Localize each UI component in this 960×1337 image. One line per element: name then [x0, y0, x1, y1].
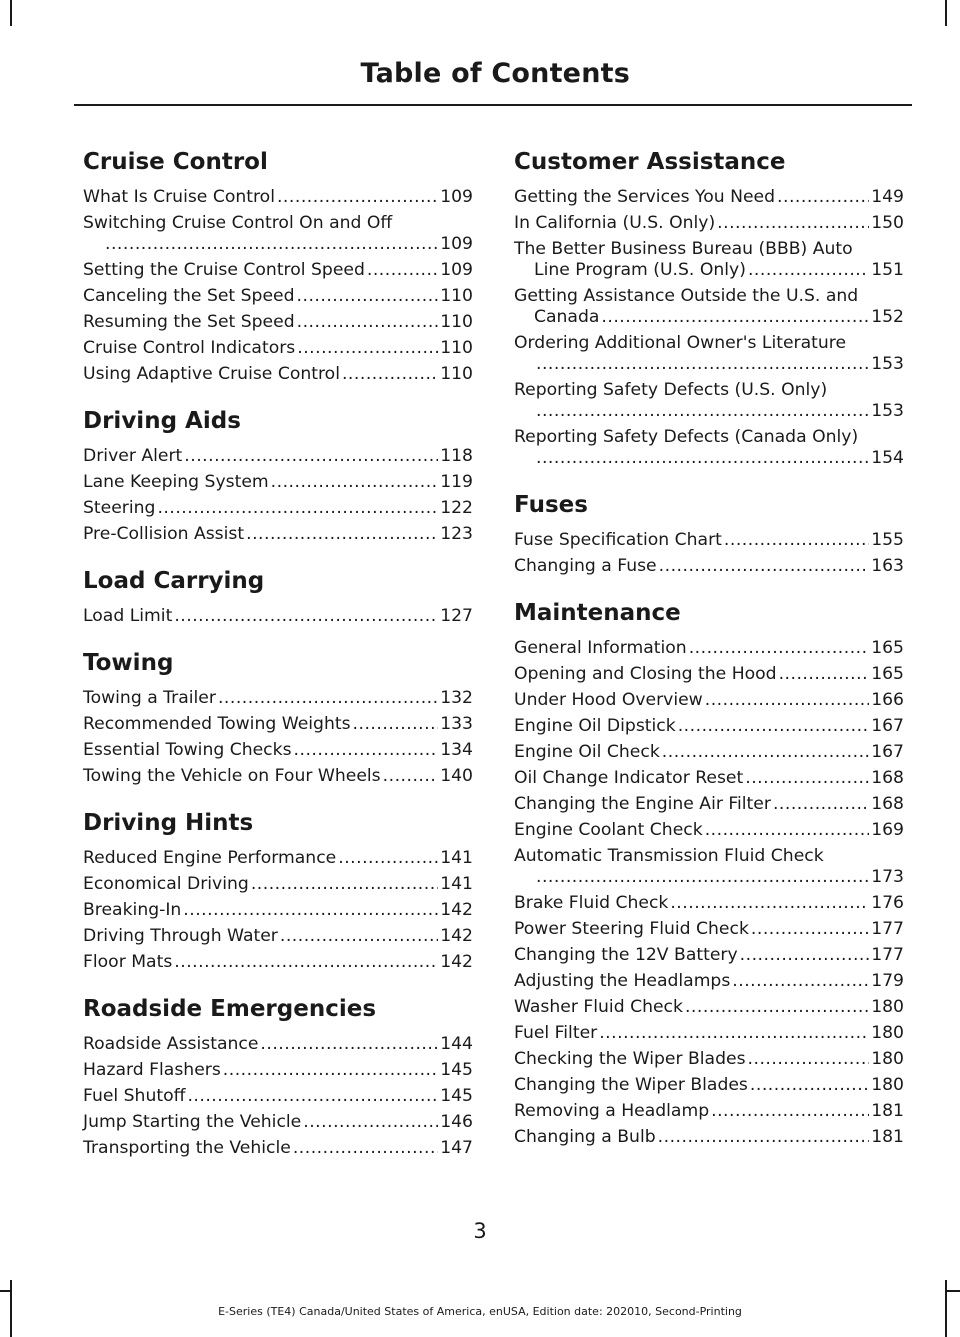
- crop-mark: [947, 1290, 960, 1292]
- toc-page-number: 151: [871, 260, 904, 280]
- dot-leader: [670, 890, 869, 916]
- toc-entry-label: Reporting Safety Defects (Canada Only): [514, 427, 859, 447]
- toc-entry-label: Engine Coolant Check: [514, 820, 703, 840]
- toc-entry-label: Washer Fluid Check: [514, 997, 683, 1017]
- toc-page-number: 110: [440, 286, 473, 306]
- dot-leader: [293, 1135, 438, 1161]
- section-heading: Fuses: [514, 492, 588, 518]
- dot-leader: [732, 968, 869, 994]
- toc-entry-label: Hazard Flashers: [83, 1060, 221, 1080]
- toc-page-number: 177: [871, 919, 904, 939]
- toc-page-number: 181: [871, 1101, 904, 1121]
- toc-entry[interactable]: [514, 377, 904, 424]
- toc-entry-label: The Better Business Bureau (BBB) Auto: [514, 239, 853, 259]
- toc-entry[interactable]: [514, 635, 904, 661]
- toc-entry[interactable]: [514, 1098, 904, 1124]
- toc-entry-label: Load Limit: [83, 606, 173, 626]
- toc-entry[interactable]: [83, 871, 473, 897]
- dot-leader: [184, 443, 438, 469]
- toc-page-number: 109: [440, 260, 473, 280]
- dot-leader: [223, 1057, 438, 1083]
- toc-entry-label: Setting the Cruise Control Speed: [83, 260, 365, 280]
- toc-page-number: 123: [440, 524, 473, 544]
- dot-leader: [353, 711, 439, 737]
- toc-entry-label: Towing the Vehicle on Four Wheels: [83, 766, 381, 786]
- dot-leader: [748, 260, 869, 281]
- toc-left-column: [83, 146, 473, 1161]
- dot-leader: [277, 184, 438, 210]
- toc-entry-label: Reduced Engine Performance: [83, 848, 337, 868]
- toc-entry-label: Cruise Control Indicators: [83, 338, 296, 358]
- toc-entry[interactable]: [514, 184, 904, 210]
- toc-entry-label: Canceling the Set Speed: [83, 286, 295, 306]
- toc-entry[interactable]: [514, 843, 904, 890]
- dot-leader: [157, 495, 438, 521]
- toc-entry-label: Recommended Towing Weights: [83, 714, 351, 734]
- toc-entry[interactable]: [83, 283, 473, 309]
- dot-leader: [218, 685, 438, 711]
- dot-leader: [745, 765, 869, 791]
- dot-leader: [748, 1046, 870, 1072]
- toc-page-number: 146: [440, 1112, 473, 1132]
- toc-entry-label: Floor Mats: [83, 952, 173, 972]
- toc-entry[interactable]: [83, 685, 473, 711]
- toc-page-number: 181: [871, 1127, 904, 1147]
- dot-leader: [271, 469, 439, 495]
- toc-entry[interactable]: [83, 923, 473, 949]
- toc-entry-label: In California (U.S. Only): [514, 213, 716, 233]
- toc-entry-label: Ordering Additional Owner's Literature: [514, 333, 847, 353]
- toc-page-number: 142: [440, 952, 473, 972]
- dot-leader: [705, 817, 870, 843]
- toc-entry[interactable]: [83, 521, 473, 547]
- dot-leader: [297, 283, 439, 309]
- toc-entry-label: Essential Towing Checks: [83, 740, 292, 760]
- toc-page-number: 153: [871, 401, 904, 421]
- toc-entry-label: Checking the Wiper Blades: [514, 1049, 746, 1069]
- crop-mark: [0, 1290, 10, 1292]
- toc-entry-label: Changing a Bulb: [514, 1127, 656, 1147]
- toc-entry-label: Adjusting the Headlamps: [514, 971, 731, 991]
- toc-entry[interactable]: [83, 763, 473, 789]
- toc-page-number: 109: [440, 187, 473, 207]
- section-heading: Driving Hints: [83, 810, 254, 836]
- toc-page-number: 173: [871, 867, 904, 887]
- toc-entry-label: Engine Oil Check: [514, 742, 660, 762]
- toc-entry[interactable]: [514, 890, 904, 916]
- toc-entry[interactable]: [83, 737, 473, 763]
- toc-entry[interactable]: [514, 739, 904, 765]
- dot-leader: [367, 257, 438, 283]
- toc-page-number: 163: [871, 556, 904, 576]
- toc-page-number: 153: [871, 354, 904, 374]
- edition-footer: E-Series (TE4) Canada/United States of America, enUSA, Edition date: 202010, Second-Printing: [218, 1305, 742, 1318]
- toc-page-number: 180: [871, 1023, 904, 1043]
- dot-leader: [773, 791, 869, 817]
- dot-leader: [751, 916, 869, 942]
- toc-entry[interactable]: [514, 942, 904, 968]
- toc-entry[interactable]: [514, 994, 904, 1020]
- toc-entry[interactable]: [83, 495, 473, 521]
- dot-leader: [750, 1072, 869, 1098]
- toc-page-number: 179: [871, 971, 904, 991]
- toc-entry-label: Power Steering Fluid Check: [514, 919, 749, 939]
- toc-entry[interactable]: [514, 916, 904, 942]
- toc-page-number: 142: [440, 926, 473, 946]
- toc-entry[interactable]: [83, 335, 473, 361]
- toc-entry-label-cont: Canada: [534, 307, 600, 327]
- toc-entry-label: What Is Cruise Control: [83, 187, 275, 207]
- toc-page-number: 147: [440, 1138, 473, 1158]
- dot-leader: [294, 737, 439, 763]
- toc-entry[interactable]: [514, 687, 904, 713]
- toc-page-number: 141: [440, 874, 473, 894]
- page-title: Table of Contents: [360, 58, 630, 89]
- crop-mark: [945, 0, 947, 26]
- dot-leader: [662, 739, 869, 765]
- toc-entry-label: Roadside Assistance: [83, 1034, 259, 1054]
- dot-leader: [105, 234, 438, 255]
- toc-entry[interactable]: [514, 330, 904, 377]
- toc-entry[interactable]: [83, 949, 473, 975]
- toc-entry[interactable]: [83, 1109, 473, 1135]
- toc-entry-label: Driving Through Water: [83, 926, 278, 946]
- toc-entry-label: Switching Cruise Control On and Off: [83, 213, 393, 233]
- toc-entry[interactable]: [83, 603, 473, 629]
- toc-page-number: 142: [440, 900, 473, 920]
- toc-entry[interactable]: [514, 817, 904, 843]
- toc-entry-label: Towing a Trailer: [83, 688, 216, 708]
- dot-leader: [685, 994, 869, 1020]
- crop-mark: [10, 0, 12, 26]
- toc-page-number: 167: [871, 716, 904, 736]
- toc-page-number: 110: [440, 312, 473, 332]
- dot-leader: [297, 309, 439, 335]
- toc-page-number: 176: [871, 893, 904, 913]
- toc-entry[interactable]: [514, 1046, 904, 1072]
- dot-leader: [740, 942, 870, 968]
- section-heading: Cruise Control: [83, 149, 268, 175]
- toc-entry[interactable]: [514, 1072, 904, 1098]
- dot-leader: [303, 1109, 438, 1135]
- toc-entry[interactable]: [83, 210, 473, 257]
- toc-entry-label: Resuming the Set Speed: [83, 312, 295, 332]
- toc-entry[interactable]: [83, 184, 473, 210]
- section-heading: Maintenance: [514, 600, 681, 626]
- toc-entry-label: Steering: [83, 498, 156, 518]
- dot-leader: [659, 553, 870, 579]
- toc-entry[interactable]: [83, 469, 473, 495]
- toc-entry-label: Changing the 12V Battery: [514, 945, 738, 965]
- toc-page-number: 150: [871, 213, 904, 233]
- toc-entry-label: Economical Driving: [83, 874, 249, 894]
- dot-leader: [777, 184, 869, 210]
- dot-leader: [717, 210, 869, 236]
- toc-page-number: 110: [440, 364, 473, 384]
- title-divider: [74, 104, 912, 106]
- toc-entry[interactable]: [514, 236, 904, 283]
- toc-entry[interactable]: [514, 210, 904, 236]
- toc-page-number: 122: [440, 498, 473, 518]
- toc-entry-label: Oil Change Indicator Reset: [514, 768, 744, 788]
- dot-leader: [183, 897, 438, 923]
- toc-entry-label: Opening and Closing the Hood: [514, 664, 777, 684]
- toc-page-number: 145: [440, 1060, 473, 1080]
- dot-leader: [536, 401, 869, 422]
- toc-entry[interactable]: [514, 424, 904, 471]
- toc-entry-label: Changing the Engine Air Filter: [514, 794, 771, 814]
- toc-entry-label: Using Adaptive Cruise Control: [83, 364, 340, 384]
- toc-entry[interactable]: [514, 661, 904, 687]
- dot-leader: [779, 661, 870, 687]
- toc-entry[interactable]: [83, 1135, 473, 1161]
- toc-page-number: 133: [440, 714, 473, 734]
- toc-entry-label: Automatic Transmission Fluid Check: [514, 846, 824, 866]
- toc-page-number: 132: [440, 688, 473, 708]
- toc-entry[interactable]: [514, 765, 904, 791]
- dot-leader: [174, 949, 438, 975]
- toc-page-number: 134: [440, 740, 473, 760]
- toc-right-column: [514, 146, 904, 1150]
- toc-page-number: 145: [440, 1086, 473, 1106]
- dot-leader: [601, 307, 869, 328]
- toc-entry[interactable]: [514, 1124, 904, 1150]
- toc-entry[interactable]: [83, 1031, 473, 1057]
- toc-entry[interactable]: [83, 1057, 473, 1083]
- toc-page-number: 109: [440, 234, 473, 254]
- toc-entry-label: Breaking-In: [83, 900, 182, 920]
- toc-entry-label: Transporting the Vehicle: [83, 1138, 291, 1158]
- page-number: 3: [473, 1219, 487, 1243]
- toc-entry-label: Under Hood Overview: [514, 690, 703, 710]
- toc-page-number: 165: [871, 664, 904, 684]
- toc-page-number: 168: [871, 794, 904, 814]
- toc-entry[interactable]: [83, 361, 473, 387]
- toc-entry-label: Pre-Collision Assist: [83, 524, 245, 544]
- toc-entry[interactable]: [514, 791, 904, 817]
- dot-leader: [251, 871, 438, 897]
- toc-page-number: 110: [440, 338, 473, 358]
- toc-entry[interactable]: [514, 283, 904, 330]
- dot-leader: [658, 1124, 870, 1150]
- toc-entry-label: Reporting Safety Defects (U.S. Only): [514, 380, 828, 400]
- dot-leader: [599, 1020, 869, 1046]
- dot-leader: [280, 923, 438, 949]
- dot-leader: [187, 1083, 438, 1109]
- toc-page-number: 127: [440, 606, 473, 626]
- section-heading: Customer Assistance: [514, 149, 786, 175]
- toc-entry[interactable]: [514, 527, 904, 553]
- dot-leader: [536, 448, 869, 469]
- toc-page-number: 118: [440, 446, 473, 466]
- toc-entry-label: Removing a Headlamp: [514, 1101, 710, 1121]
- toc-entry[interactable]: [514, 713, 904, 739]
- dot-leader: [246, 521, 438, 547]
- toc-entry[interactable]: [83, 897, 473, 923]
- dot-leader: [689, 635, 869, 661]
- toc-entry-label: Engine Oil Dipstick: [514, 716, 676, 736]
- toc-entry-label: Fuse Specification Chart: [514, 530, 722, 550]
- toc-page-number: 119: [440, 472, 473, 492]
- dot-leader: [260, 1031, 438, 1057]
- toc-entry[interactable]: [83, 257, 473, 283]
- toc-entry-label-cont: Line Program (U.S. Only): [534, 260, 746, 280]
- toc-page-number: 165: [871, 638, 904, 658]
- toc-entry-label: General Information: [514, 638, 687, 658]
- dot-leader: [342, 361, 438, 387]
- toc-page-number: 154: [871, 448, 904, 468]
- toc-entry-label: Driver Alert: [83, 446, 183, 466]
- toc-entry[interactable]: [83, 845, 473, 871]
- toc-entry[interactable]: [514, 968, 904, 994]
- dot-leader: [678, 713, 869, 739]
- toc-page-number: 149: [871, 187, 904, 207]
- toc-entry[interactable]: [83, 443, 473, 469]
- dot-leader: [724, 527, 869, 553]
- toc-page-number: 180: [871, 997, 904, 1017]
- toc-entry[interactable]: [514, 1020, 904, 1046]
- toc-page-number: 141: [440, 848, 473, 868]
- section-heading: Towing: [83, 650, 174, 676]
- toc-entry-label: Jump Starting the Vehicle: [83, 1112, 302, 1132]
- toc-entry-label: Getting the Services You Need: [514, 187, 776, 207]
- toc-entry[interactable]: [83, 309, 473, 335]
- toc-entry[interactable]: [83, 1083, 473, 1109]
- toc-page-number: 167: [871, 742, 904, 762]
- dot-leader: [705, 687, 869, 713]
- dot-leader: [297, 335, 438, 361]
- toc-entry-label: Brake Fluid Check: [514, 893, 669, 913]
- toc-page-number: 166: [871, 690, 904, 710]
- toc-entry[interactable]: [83, 711, 473, 737]
- section-heading: Load Carrying: [83, 568, 265, 594]
- toc-page-number: 152: [871, 307, 904, 327]
- dot-leader: [383, 763, 439, 789]
- toc-entry-label: Changing the Wiper Blades: [514, 1075, 748, 1095]
- toc-entry[interactable]: [514, 553, 904, 579]
- dot-leader: [338, 845, 438, 871]
- dot-leader: [536, 867, 869, 888]
- toc-entry-label: Fuel Shutoff: [83, 1086, 186, 1106]
- toc-entry-label: Changing a Fuse: [514, 556, 657, 576]
- toc-page-number: 155: [871, 530, 904, 550]
- dot-leader: [711, 1098, 869, 1124]
- toc-page-number: 169: [871, 820, 904, 840]
- toc-entry-label: Fuel Filter: [514, 1023, 598, 1043]
- dot-leader: [174, 603, 438, 629]
- section-heading: Driving Aids: [83, 408, 241, 434]
- toc-page-number: 140: [440, 766, 473, 786]
- toc-page-number: 180: [871, 1049, 904, 1069]
- toc-page-number: 144: [440, 1034, 473, 1054]
- toc-page-number: 177: [871, 945, 904, 965]
- section-heading: Roadside Emergencies: [83, 996, 377, 1022]
- toc-page-number: 168: [871, 768, 904, 788]
- toc-entry-label: Lane Keeping System: [83, 472, 269, 492]
- toc-entry-label: Getting Assistance Outside the U.S. and: [514, 286, 859, 306]
- dot-leader: [536, 354, 869, 375]
- toc-page-number: 180: [871, 1075, 904, 1095]
